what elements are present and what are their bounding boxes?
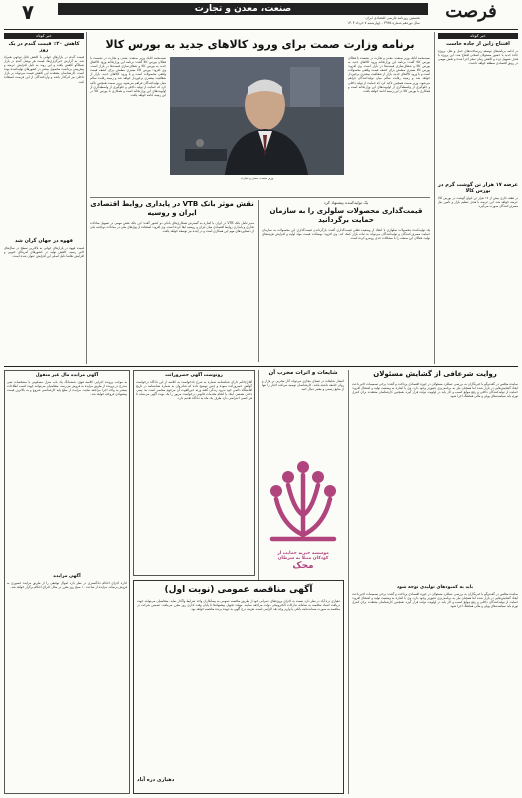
charity-brand: محک (292, 561, 314, 571)
left-sub-headline: قهوه در جهان گران شد (15, 238, 73, 244)
rumors-box (262, 370, 344, 452)
section-title: صنعت، معدن و تجارت (58, 3, 428, 15)
lower-right-sub-headline: باید به کمبودهای تولیدی توجه شود (396, 585, 474, 590)
right-headline: افتتاح زاین از جاده خاست (446, 41, 510, 47)
left-headline: کاهش ۲۰٪ قیمت گندم در یک روز (8, 41, 80, 53)
column-divider (348, 370, 349, 794)
cellulose-story (262, 200, 430, 360)
lower-right-headline: روایت شرعافی از گشایش مسئولان (373, 370, 497, 378)
rumors-body: انتشار شایعات در فضای مجازی می‌تواند آثار مخربی بر بازار و روان جامعه داشته باشد. کارشناسان توصیه می‌کنند اخبار را تنها از منابع رسمی و معتبر دنبال کنید. (262, 379, 344, 392)
column-divider (434, 32, 435, 364)
column-divider (258, 370, 259, 580)
tender-ad (133, 580, 344, 794)
lower-right-story (352, 370, 518, 794)
main-photo (170, 57, 344, 175)
left-column (4, 33, 84, 363)
issue-line: سال نوزدهم شماره ۳۹۳۵ - چهارشنبه ۷ خرداد ۱۴۰۴ (347, 21, 420, 25)
masthead-subtitle: نخستین روزنامه فارسی اقتصادی ایران (365, 16, 420, 20)
lower-right-body: نماینده مجلس در گفت‌وگو با خبرنگاران به بررسی عملکرد مسئولان در حوزه اقتصادی پرداخت و گفت: برخی تصمیمات اخیر باعث ایجاد گشایش‌هایی در بازار شده اما همچنان نیاز به برنامه‌ریزی دقیق‌تر وجود دارد. وی با اشاره به وضعیت تولید و اشتغال افزود: حمایت از تولیدکنندگان داخلی و رفع موانع کسب و کار باید در اولویت دولت قرار گیرد. همچنین کارشناسان معتقدند برای کنترل تورم باید سیاست‌های پولی و مالی هماهنگ اجرا شود. (352, 382, 518, 399)
notice-box-1 (4, 370, 130, 794)
vtb-body: مدیرعامل بانک VTB در ایران با اشاره به گسترش همکاری‌های بانکی دو کشور گفت: این بانک نقش مهمی در تسهیل مبادلات تجاری و پایداری روابط اقتصادی میان ایران و روسیه ایفا کرده است. وی افزود: استفاده از پول‌های ملی در مبادلات دوجانبه یکی از دستاوردهای مهم این همکاری است و در آینده نیز توسعه خواهد یافت. (90, 221, 254, 234)
notice-title: آگهی مزایده مال غیر منقول (35, 373, 99, 378)
notice-body: به موجب پرونده اجرایی کلاسه فوق، ششدانگ یک باب منزل مسکونی با مشخصات ثبتی مندرج در پرونده از طریق مزایده به فروش می‌رسد. متقاضیان می‌توانند جهت کسب اطلاعات بیشتر به واحد اجرا مراجعه نمایند. مزایده از مبلغ پایه کارشناسی شروع و به بالاترین قیمت پیشنهادی فروخته خواهد شد. (7, 380, 127, 397)
tender-signature: دهیاری دره آباد (137, 777, 175, 783)
charity-name-line2: کودکان مبتلا به سرطان (277, 556, 329, 561)
left-body: قیمت گندم در بازارهای جهانی با کاهش قابل توجهی همراه شد. به گزارش خبرگزاری‌ها، قیمت هر بوشل گندم در بازار شیکاگو کاهش یافت و این روند به دلیل افزایش عرضه و پیش‌بینی برداشت محصول بیشتر در کشورهای تولیدکننده بوده است. کارشناسان معتقدند این کاهش قیمت می‌تواند بر بازار داخلی نیز اثرگذار باشد و واردکنندگان از این فرصت استفاده کنند. (4, 55, 84, 84)
charity-name-line1: موسسه خیریه حمایت از (277, 551, 329, 556)
vtb-story (90, 200, 254, 360)
newspaper-logo: فرصت (445, 1, 497, 22)
notice-body: اداره اجرای احکام دادگستری در نظر دارد اموال توقیفی را از طریق مزایده حضوری به فروش برساند. مزایده از ساعت ۱۰ صبح روز مقرر در محل اجرای احکام برگزار خواهد شد. (7, 581, 127, 590)
main-body-right: سیدمحمد اتابک وزیر صنعت، معدن و تجارت در نشست با فعالان بورس کالا گفت: برنامه این وزارتخانه ورود کالاهای جدید به بورس کالا و شفاف‌سازی قیمت‌ها در بازار است. وی افزود: بورس کالا بستری مطمئن برای کشف قیمت واقعی محصولات است و با ورود کالاهای جدید، بازار از شفافیت بیشتری برخوردار خواهد شد و زمینه رقابت سالم میان تولیدکنندگان فراهم می‌شود. وزیر صمت همچنین تاکید کرد که حمایت از تولید داخلی و جلوگیری از واسطه‌گری از اولویت‌های این وزارتخانه است و همکاری با بورس کالا در این زمینه ادامه خواهد یافت. (348, 56, 430, 93)
column-divider (86, 32, 87, 364)
lower-right-sub-body: نماینده مجلس در گفت‌وگو با خبرنگاران به بررسی عملکرد مسئولان در حوزه اقتصادی پرداخت و گفت: برخی تصمیمات اخیر باعث ایجاد گشایش‌هایی در بازار شده اما همچنان نیاز به برنامه‌ریزی دقیق‌تر وجود دارد. وی با اشاره به وضعیت تولید و اشتغال افزود: حمایت از تولیدکنندگان داخلی و رفع موانع کسب و کار باید در اولویت دولت قرار گیرد. همچنین کارشناسان معتقدند برای کنترل تورم باید سیاست‌های پولی و مالی هماهنگ اجرا شود. (352, 592, 518, 609)
photo-caption: وزیر صنعت، معدن و تجارت (241, 177, 273, 180)
column-divider (258, 200, 259, 362)
left-sub-body: قیمت قهوه در بازارهای جهانی به بالاترین سطح در سال‌های اخیر رسید. کاهش تولید در کشورهای آمریکای جنوبی و افزایش تقاضا دلیل اصلی این افزایش عنوان شده است. (4, 246, 84, 259)
main-body-left: سیدمحمد اتابک وزیر صنعت، معدن و تجارت در نشست با فعالان بورس کالا گفت: برنامه این وزارتخانه ورود کالاهای جدید به بورس کالا و شفاف‌سازی قیمت‌ها در بازار است. وی افزود: بورس کالا بستری مطمئن برای کشف قیمت واقعی محصولات است و با ورود کالاهای جدید، بازار از شفافیت بیشتری برخوردار خواهد شد و زمینه رقابت سالم میان تولیدکنندگان فراهم می‌شود. وزیر صمت همچنین تاکید کرد که حمایت از تولید داخلی و جلوگیری از واسطه‌گری از اولویت‌های این وزارتخانه است و همکاری با بورس کالا در این زمینه ادامه خواهد یافت. (90, 56, 166, 97)
tender-body: دهیاری دره آباد در نظر دارد نسبت به اجرای پروژه‌های عمرانی خود از طریق مناقصه عمومی به پیمانکاران واجد شرایط واگذار نماید. متقاضیان می‌توانند جهت دریافت اسناد مناقصه به سامانه تدارکات الکترونیکی دولت مراجعه نمایند. مهلت تحویل پیشنهادها تا پایان وقت اداری روز مقرر می‌باشد. تضمین شرکت در مناقصه به صورت ضمانت‌نامه بانکی یا واریز وجه نقد الزامی است. هزینه درج آگهی به عهده برنده مناقصه خواهد بود. (137, 599, 340, 612)
rumors-headline: شایعات و اثرات مخرب آن (268, 370, 338, 376)
right-sub-headline: عرضه ۱۷ هزار تن گوشت گرم در بورس کالا (438, 182, 518, 194)
masthead (0, 0, 522, 28)
right-column (438, 33, 518, 363)
charity-ad (262, 455, 344, 577)
notice-box-2 (133, 370, 255, 576)
right-body: در ادامه برنامه‌های توسعه زیرساخت‌های حمل و نقل، پروژه جاده جدید با حضور مسئولان استانی افتتاح شد. این پروژه با هدف تسهیل تردد و کاهش زمان سفر اجرا شده و نقش مهمی در رونق اقتصادی منطقه خواهد داشت. (438, 49, 518, 66)
tender-title: آگهی مناقصه عمومی (نوبت اول) (164, 585, 313, 595)
right-sub-body: در هفته جاری بیش از ۱۷ هزار تن انواع گوشت در بورس کالا عرضه خواهد شد. این عرضه با هدف تنظیم بازار و تامین نیاز مصرف‌کنندگان صورت می‌گیرد. (438, 196, 518, 209)
cellulose-headline: قیمت‌گذاری محصولات سلولزی را به سازمان حمایت برگردانید (269, 207, 423, 224)
section-rule (90, 197, 430, 198)
vtb-headline: نقش موثر بانک VTB در پایداری روابط اقتصادی ایران و روسیه (90, 200, 254, 217)
mid-rule (4, 366, 518, 367)
main-headline: برنامه وزارت صمت برای ورود کالاهای جدید به بورس کالا (105, 38, 415, 51)
page-number: ۷ (21, 0, 35, 24)
minister-photo-illustration (170, 57, 344, 175)
mahak-logo-icon (262, 455, 344, 547)
notice-title: رونوشت آگهی حصروراثت (165, 373, 223, 378)
cellulose-kicker: یک تولیدکننده پیشنهاد کرد (323, 200, 369, 205)
notice-body: آقای/خانم دارای شناسنامه شماره به شرح دادخواست به کلاسه از این دادگاه درخواست گواهی حصروراثت نموده و چنین توضیح داده که شادروان به شماره شناسنامه در تاریخ اقامتگاه دائمی خود بدرود زندگی گفته ورثه حین‌الفوت آن مرحوم منحصر است به: پسر، دختر، همسر. اینک با انجام مقدمات قانونی درخواست مزبور را یک نوبت آگهی می‌نماید تا هر کسی اعتراضی دارد ظرف یک ماه به دادگاه تقدیم دارد. (136, 380, 252, 401)
notice-title: آگهی مزایده (53, 574, 81, 579)
left-kicker: خبر کوتاه (4, 33, 84, 39)
cellulose-body: یک تولیدکننده محصولات سلولزی با انتقاد از وضعیت فعلی قیمت‌گذاری گفت: بازگرداندن قیمت‌گذاری این محصولات به سازمان حمایت مصرف‌کنندگان و تولیدکنندگان می‌تواند به ثبات بازار کمک کند. وی افزود: نوسانات قیمت مواد اولیه و افزایش هزینه‌های تولید، فعالان این صنعت را با مشکلات جدی روبه‌رو کرده است. (262, 228, 430, 241)
header-rule (4, 29, 518, 30)
right-kicker: خبر کوتاه (438, 33, 518, 39)
